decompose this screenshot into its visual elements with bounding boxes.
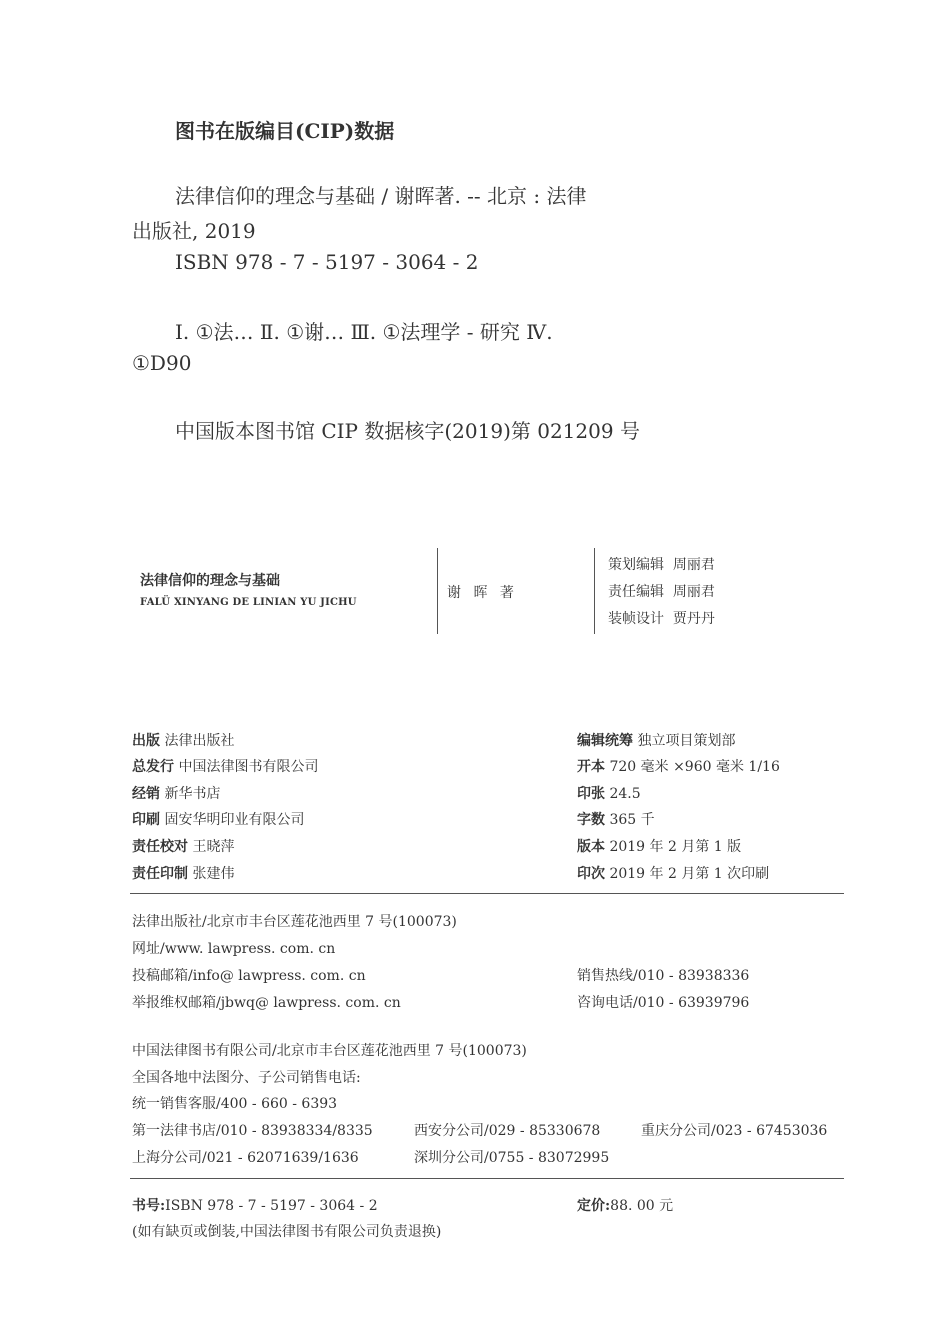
consult-phone: 咨询电话/010 - 63939796 bbox=[577, 995, 750, 1011]
title-divider-left bbox=[437, 548, 438, 634]
pub-item: 经销 新华书店 bbox=[132, 786, 221, 802]
pub-item: 编辑统筹 独立项目策划部 bbox=[577, 733, 736, 749]
pub-item: 版本 2019 年 2 月第 1 版 bbox=[577, 839, 742, 855]
price: 定价:88. 00 元 bbox=[577, 1198, 674, 1214]
editor-name: 周丽君 bbox=[672, 584, 715, 600]
cip-classification: Ⅰ. ①法… Ⅱ. ①谢… Ⅲ. ①法理学 - 研究 Ⅳ. bbox=[175, 320, 553, 344]
editor-name: 贾丹丹 bbox=[672, 611, 715, 627]
branch-phone: 重庆分公司/023 - 67453036 bbox=[641, 1123, 828, 1139]
cip-line-2: 出版社, 2019 bbox=[132, 219, 256, 243]
customer-service: 统一销售客服/400 - 660 - 6393 bbox=[132, 1096, 338, 1112]
cip-line-1: 法律信仰的理念与基础 / 谢晖著. -- 北京 : 法律 bbox=[175, 184, 587, 208]
editor-name: 周丽君 bbox=[672, 557, 715, 573]
pub-item: 印次 2019 年 2 月第 1 次印刷 bbox=[577, 866, 770, 882]
editor-row bbox=[608, 581, 715, 601]
publisher-website: 网址/www. lawpress. com. cn bbox=[132, 941, 336, 957]
branches-title: 全国各地中法图分、子公司销售电话: bbox=[132, 1070, 361, 1086]
pub-item: 责任校对 王晓萍 bbox=[132, 839, 235, 855]
submission-email: 投稿邮箱/info@ lawpress. com. cn bbox=[132, 968, 366, 984]
branch-phone: 上海分公司/021 - 62071639/1636 bbox=[132, 1150, 359, 1166]
editor-role: 责任编辑 bbox=[608, 584, 664, 600]
cip-heading: 图书在版编目(CIP)数据 bbox=[175, 119, 395, 143]
pub-item: 总发行 中国法律图书有限公司 bbox=[132, 759, 319, 775]
cip-isbn: ISBN 978 - 7 - 5197 - 3064 - 2 bbox=[175, 250, 479, 274]
pub-item: 出版 法律出版社 bbox=[132, 733, 235, 749]
pub-item: 印刷 固安华明印业有限公司 bbox=[132, 812, 305, 828]
cip-classification-2: ①D90 bbox=[132, 351, 192, 375]
book-author: 谢 晖 著 bbox=[447, 585, 514, 601]
branch-phone: 深圳分公司/0755 - 83072995 bbox=[414, 1150, 610, 1166]
book-title: 法律信仰的理念与基础 bbox=[140, 573, 280, 589]
pub-item: 印张 24.5 bbox=[577, 786, 641, 802]
pub-item: 责任印制 张建伟 bbox=[132, 866, 235, 882]
sales-hotline: 销售热线/010 - 83938336 bbox=[577, 968, 750, 984]
branch-phone: 第一法律书店/010 - 83938334/8335 bbox=[132, 1123, 373, 1139]
editor-row bbox=[608, 554, 715, 574]
editor-row bbox=[608, 608, 715, 628]
distributor-address: 中国法律图书有限公司/北京市丰台区莲花池西里 7 号(100073) bbox=[132, 1043, 527, 1059]
pub-item: 字数 365 千 bbox=[577, 812, 655, 828]
branch-phone: 西安分公司/029 - 85330678 bbox=[414, 1123, 601, 1139]
divider bbox=[130, 893, 844, 894]
book-number: 书号:ISBN 978 - 7 - 5197 - 3064 - 2 bbox=[132, 1198, 378, 1214]
cip-record-number: 中国版本图书馆 CIP 数据核字(2019)第 021209 号 bbox=[175, 419, 640, 443]
title-divider-right bbox=[594, 548, 595, 634]
book-title-pinyin: FALÜ XINYANG DE LINIAN YU JICHU bbox=[140, 597, 357, 608]
divider bbox=[130, 1178, 844, 1179]
editor-role: 装帧设计 bbox=[608, 611, 664, 627]
pub-item: 开本 720 毫米 ×960 毫米 1/16 bbox=[577, 759, 780, 775]
editor-role: 策划编辑 bbox=[608, 557, 664, 573]
return-note: (如有缺页或倒装,中国法律图书有限公司负责退换) bbox=[132, 1224, 442, 1240]
report-email: 举报维权邮箱/jbwq@ lawpress. com. cn bbox=[132, 995, 401, 1011]
publisher-address: 法律出版社/北京市丰台区莲花池西里 7 号(100073) bbox=[132, 914, 457, 930]
